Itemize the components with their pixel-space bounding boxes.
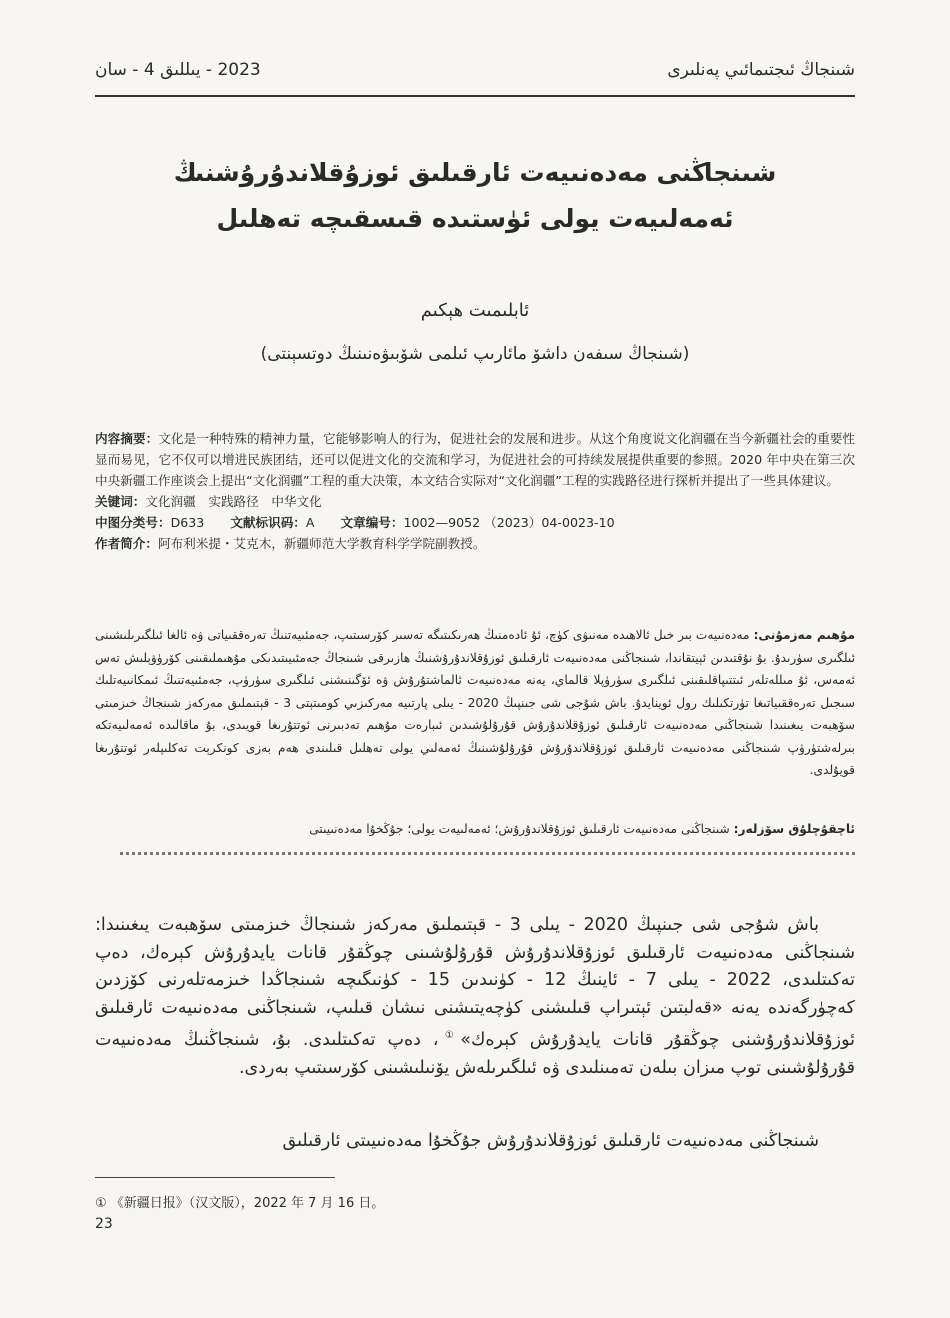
abstract-label: 内容摘要：	[95, 431, 159, 446]
footnote-reference[interactable]: ①	[438, 1030, 461, 1042]
running-head	[95, 58, 855, 88]
doc-code-label: 文献标识码：	[230, 515, 306, 530]
footnote-text: 《新疆日报》（汉文版），2022 年 7 月 16 日。	[110, 1196, 385, 1211]
issue-label: 2023 - يىللىق 4 - سان	[95, 60, 261, 80]
doc-code-value: A	[305, 515, 315, 530]
uyghur-abstract-label: مۇھىم مەزمۇنى:	[753, 628, 856, 642]
title-line-2: ئەمەلىيەت يولى ئۈستىدە قىسقىچە تەھلىل	[216, 204, 734, 233]
clc-label: 中图分类号：	[95, 515, 171, 530]
uyghur-keywords	[95, 818, 855, 840]
keywords-label: 关键词：	[95, 494, 146, 509]
chinese-keywords	[95, 491, 855, 512]
uyghur-keywords-label: ئاچقۇچلۇق سۆزلەر:	[733, 822, 855, 836]
classification-row	[95, 512, 855, 533]
abstract-text: 文化是一种特殊的精神力量，它能够影响人的行为，促进社会的发展和进步。从这个角度说文化润疆在当今新疆社会的重要性显而易见，它不仅可以增进民族团结，还可以促进文化的交流和学习，为促进社会的可持续发展提供重要的参照。2020 年中央在第三次中央新疆工作座谈会上提出“文化润疆”工程的重大决策，本文结合实际对“文化润疆”工程的实践路径进行探析并提出了一些具体建议。	[95, 431, 856, 488]
footnote-rule	[95, 1177, 335, 1178]
paragraph-1-text: باش شۇجى شى جىنپىڭ 2020 - يىلى 3 - قېتىملىق مەركەز شىنجاڭ خىزمىتى سۆھبەت يىغىنىدا: شىنجاڭنى مەدەنىيەت ئارقىلىق ئوزۇقلاندۇرۇش قۇرۇلۇشىنى چوڭقۇر قانات يايدۇرۇش كېرەك، دەپ تەكىتلىدى، 2022 - يىلى 7 - ئاينىڭ 12 - كۈنىدىن 15 - كۈنىگىچە شىنجاڭدا خىزمەتلەرنى كۆزدىن كەچۈرگەندە يەنە «قەلبتىن ئېتىراپ قىلىشنى كۈچەيتىشنى نىشان قىلىپ، شىنجاڭنى مەدەنىيەت ئارقىلىق ئوزۇقلاندۇرۇشنى چوڭقۇر قانات يايدۇرۇش كېرەك»	[95, 915, 856, 1051]
body-paragraph-1	[95, 912, 855, 1082]
body-paragraph-2: شىنجاڭنى مەدەنىيەت ئارقىلىق ئوزۇقلاندۇرۇش جۇڭخۇا مەدەنىيىتى ئارقىلىق	[282, 1131, 819, 1151]
uyghur-keywords-text: شىنجاڭنى مەدەنىيەت ئارقىلىق ئوزۇقلاندۇرۇش؛ ئەمەلىيەت يولى؛ جۇڭخۇا مەدەنىيىتى	[309, 822, 730, 836]
author-name: ئابلىمىت ھېكىم	[420, 300, 530, 321]
author-bio	[95, 533, 855, 554]
clc-value: D633	[170, 515, 205, 530]
chinese-metadata	[95, 428, 855, 554]
header-rule	[95, 95, 855, 97]
keywords-text: 文化润疆 实践路径 中华文化	[145, 494, 322, 509]
section-divider	[120, 852, 855, 855]
article-title	[140, 150, 810, 242]
article-no-label: 文章编号：	[340, 515, 404, 530]
journal-name: شىنجاڭ ئىجتىمائىي پەنلىرى	[667, 60, 855, 80]
author-bio-label: 作者简介：	[95, 536, 158, 551]
title-line-1: شىنجاڭنى مەدەنىيەت ئارقىلىق ئوزۇقلاندۇرۇشنىڭ	[173, 158, 777, 187]
chinese-abstract	[95, 428, 855, 491]
page-number: 23	[95, 1216, 113, 1232]
paragraph-1-end: ، دەپ تەكىتلىدى. بۇ، شىنجاڭنىڭ مەدەنىيەت قۇرۇلۇشىنى توپ مىزان بىلەن تەمىنلىدى ۋە ئىلگىرىلەش يۆنىلىشىنى كۆرسىتىپ بەردى.	[95, 1030, 855, 1078]
uyghur-abstract	[95, 624, 855, 782]
article-no-value: 1002—9052 （2023）04-0023-10	[403, 515, 615, 530]
author-bio-text: 阿布利米提・艾克木，新疆师范大学教育科学学院副教授。	[157, 536, 486, 551]
footnote-marker: ①	[95, 1196, 107, 1211]
footnote	[95, 1192, 384, 1211]
uyghur-abstract-text: مەدەنىيەت بىر خىل ئالاھىدە مەنىۋى كۈچ، ئۇ ئادەمنىڭ ھەرىكىتىگە تەسىر كۆرسىتىپ، جەمئىيەتنىڭ تەرەققىياتى ۋە ئالغا ئىلگىرىلىشىنى ئىلگىرى سۈرىدۇ. بۇ نۇقتىدىن ئېيتقاندا، شىنجاڭنى مەدەنىيەت ئارقىلىق ئوزۇقلاندۇرۇشنىڭ ھازىرقى شىنجاڭ جەمئىيىتىدىكى مۇھىملىقىنى كۆرۈۋېلىش تەس ئەمەس، ئۇ مىللەتلەر ئىتتىپاقلىقىنى ئىلگىرى سۈرۈپلا قالماي، يەنە مەدەنىيەت ئالماشتۇرۇش ۋە ئۆگىنىشنى ئىلگىرى سۈرۈپ، جەمئىيەتنىڭ ئىمكانىيەتلىك سىجىل تەرەققىياتىغا تۈرتكىلىك رول ئوينايدۇ. باش شۇجى شى جىنپىڭ 2020 - يىلى پارتىيە مەركىزىي كومىتېتى 3 - قېتىملىق مەركەز شىنجاڭ خىزمىتى سۆھبەت يىغىنىدا شىنجاڭنى مەدەنىيەت ئارقىلىق ئوزۇقلاندۇرۇش قۇرۇلۇشىدىن ئىبارەت مۇھىم تەدبىرنى ئوتتۇرىغا قويىدى، بۇ ماقالىدە ئەمەلىيەتكە بىرلەشتۈرۈپ شىنجاڭنى مەدەنىيەت ئارقىلىق ئوزۇقلاندۇرۇش قۇرۇلۇشىنىڭ ئەمەلىي يولى تەھلىل قىلىندى ھەم بەزى كونكرېت تەكلىپلەر ئوتتۇرىغا قويۇلدى.	[95, 628, 856, 777]
author-affiliation: (شىنجاڭ سىفەن داشۆ مائارىپ ئىلمى شۆبىۋەنىنىڭ دوتسېنتى)	[260, 344, 690, 364]
